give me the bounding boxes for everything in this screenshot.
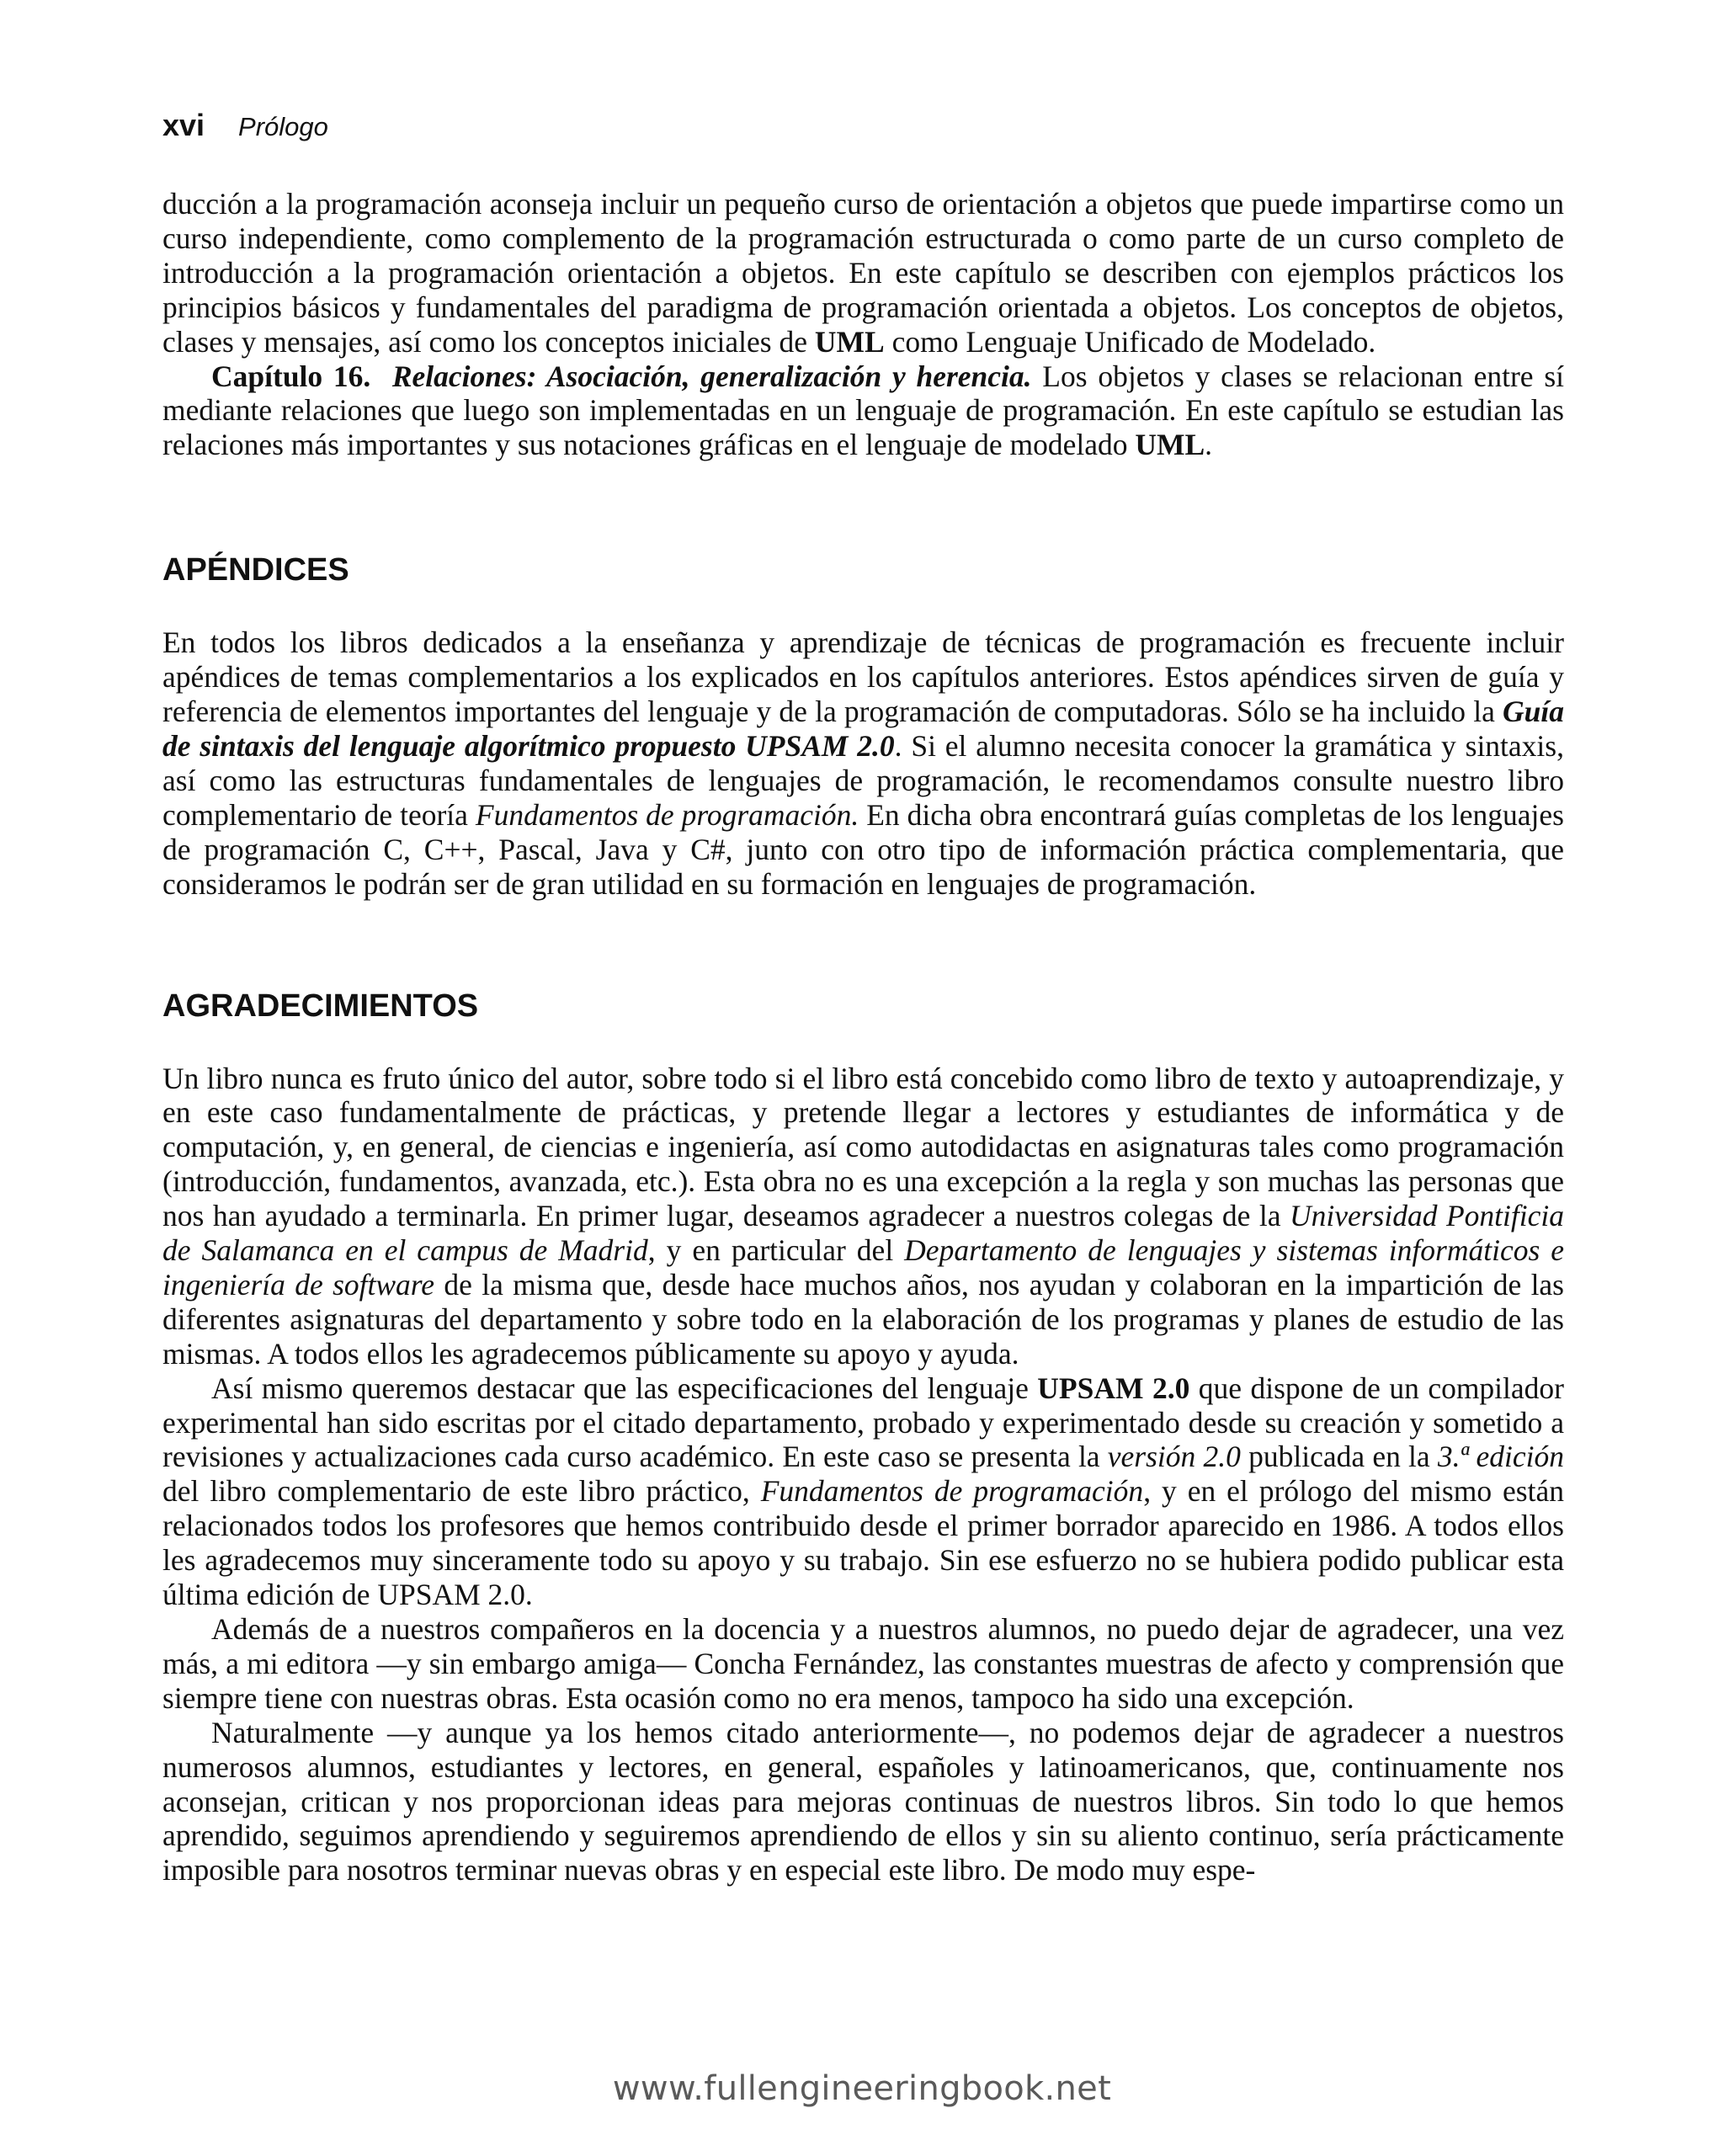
running-title: Prólogo — [238, 112, 328, 141]
uml-term: UML — [814, 324, 885, 359]
agradecimientos-paragraph-1: Un libro nunca es fruto único del autor, sobre todo si el libro está concebido como libro de texto y autoaprendizaje, y en este caso fundamentalmente de prácticas, y pretende llegar a lectores y estudiantes de informática y de computación, y, en general, de ciencias e ingeniería, así como autodidactas en asignaturas tales como programación (introducción, fundamentos, avanzada, etc.). Esta obra no es una excepción a la regla y son muchas las personas que nos han ayudado a terminarla. En primer lugar, deseamos agradecer a nuestros colegas de la Universidad Pontificia de Salamanca en el campus de Madrid, y en particular del Departamento de lenguajes y sistemas informáticos e ingeniería de software de la misma que, desde hace muchos años, nos ayudan y colaboran en la impartición de las diferentes asignaturas del departamento y sobre todo en la elaboración de los programas y planes de estudio de las mismas. A todos ellos les agradecemos públicamente su apoyo y ayuda. — [162, 1061, 1564, 1371]
chapter-16-label: Capítulo 16. — [211, 359, 371, 393]
page-number: xvi — [162, 108, 205, 142]
book-title: Fundamentos de programación — [760, 1474, 1144, 1509]
version-term: versión 2.0 — [1107, 1440, 1241, 1474]
upsam-term: UPSAM 2.0 — [1037, 1371, 1190, 1405]
intro-paragraph: ducción a la programación aconseja incluir un pequeño curso de orientación a objetos que puede impartirse como un curso independiente, como complemento de la programación estructurada o como parte de un curso completo de introducción a la programación orientación a objetos. En este capítulo se describen con ejemplos prácticos los principios básicos y fundamentales del paradigma de programación orientada a objetos. Los conceptos de objetos, clases y mensajes, así como los conceptos iniciales de UML como Lenguaje Unificado de Modelado. — [162, 187, 1564, 359]
footer-watermark: www.fullengineeringbook.net — [612, 2069, 1112, 2108]
running-head — [162, 108, 328, 148]
section-heading-agradecimientos: AGRADECIMIENTOS — [162, 988, 479, 1024]
agradecimientos-paragraph-3: Además de a nuestros compañeros en la docencia y a nuestros alumnos, no puedo dejar de agradecer, una vez más, a mi editora —y sin embargo amiga— Concha Fernández, las constantes muestras de afecto y comprensión que siempre tiene con nuestras obras. Esta ocasión como no era menos, tampoco ha sido una excepción. — [162, 1612, 1564, 1715]
book-title: Fundamentos de programación. — [475, 797, 859, 832]
uml-term: UML — [1135, 428, 1205, 462]
edition-term: 3.ª edición — [1437, 1440, 1564, 1474]
apendices-paragraph: En todos los libros dedicados a la enseñanza y aprendizaje de técnicas de programación es frecuente incluir apéndices de temas complementarios a los explicados en los capítulos anteriores. Estos apéndices sirven de guía y referencia de elementos importantes del lenguaje y de la programación de computadoras. Sólo se ha incluido la Guía de sintaxis del lenguaje algorítmico propuesto UPSAM 2.0. Si el alumno necesita conocer la gramática y sintaxis, así como las estructuras fundamentales de lenguajes de programación, le recomendamos consulte nuestro libro complementario de teoría Fundamentos de programación. En dicha obra encontrará guías completas de los lenguajes de programación C, C++, Pascal, Java y C#, junto con otro tipo de información práctica complementaria, que consideramos le podrán ser de gran utilidad en su formación en lenguajes de programación. — [162, 626, 1564, 901]
agradecimientos-paragraph-2: Así mismo queremos destacar que las especificaciones del lenguaje UPSAM 2.0 que dispone de un compilador experimental han sido escritas por el citado departamento, probado y experimentado desde su creación y sometido a revisiones y actualizaciones cada curso académico. En este caso se presenta la versión 2.0 publicada en la 3.ª edición del libro complementario de este libro práctico, Fundamentos de programación, y en el prólogo del mismo están relacionados todos los profesores que hemos contribuido desde el primer borrador aparecido en 1986. A todos ellos les agradecemos muy sinceramente todo su apoyo y su trabajo. Sin ese esfuerzo no se hubiera podido publicar esta última edición de UPSAM 2.0. — [162, 1371, 1564, 1612]
department-name: Departamento de lenguajes y sistemas informáticos e ingeniería de software — [162, 1233, 1564, 1302]
agradecimientos-paragraph-4: Naturalmente —y aunque ya los hemos citado anteriormente—, no podemos dejar de agradecer a nuestros numerosos alumnos, estudiantes y lectores, en general, españoles y latinoamericanos, que, continuamente nos aconsejan, critican y nos proporcionan ideas para mejoras continuas de nuestros libros. Sin todo lo que hemos aprendido, seguimos aprendiendo y seguiremos aprendiendo de ellos y sin su aliento continuo, sería prácticamente imposible para nosotros terminar nuevas obras y en especial este libro. De modo muy espe- — [162, 1715, 1564, 1887]
section-heading-apendices: APÉNDICES — [162, 552, 349, 588]
chapter-16-title: Relaciones: Asociación, generalización y herencia. — [391, 359, 1032, 393]
page-body — [162, 187, 1564, 1887]
chapter-16-paragraph: Capítulo 16. Relaciones: Asociación, generalización y herencia. Los objetos y clases se relacionan entre sí mediante relaciones que luego son implementadas en un lenguaje de programación. En este capítulo se estudian las relaciones más importantes y sus notaciones gráficas en el lenguaje de modelado UML. — [162, 359, 1564, 462]
guia-title: Guía de sintaxis del lenguaje algorítmico propuesto UPSAM 2.0 — [162, 695, 1564, 763]
university-name: Universidad Pontificia de Salamanca en el campus de Madrid — [162, 1199, 1564, 1268]
